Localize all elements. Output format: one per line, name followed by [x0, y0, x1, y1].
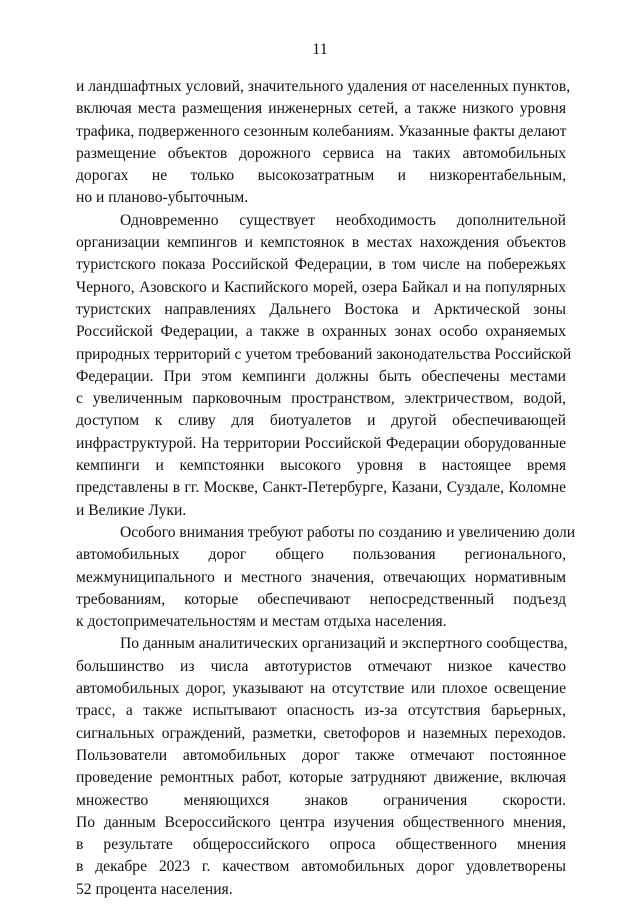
text-line: Российской Федерации, а также в охранных зонах особо охраняемых [76, 323, 566, 341]
paragraph [76, 210, 572, 522]
text-line: Особого внимания требуют работы по созданию и увеличению доли [120, 523, 576, 541]
text-line: кемпинги и кемпстоянки высокого уровня в настоящее время [76, 457, 566, 475]
text-line: размещение объектов дорожного сервиса на таких автомобильных [76, 144, 566, 162]
text-line: туристского показа Российской Федерации, в том числе на побережьях [76, 256, 566, 274]
text-line: автомобильных дорог, указывают на отсутствие или плохое освещение [76, 680, 566, 698]
text-line: и Великие Луки. [76, 501, 187, 519]
text-line: Одновременно существует необходимость дополнительной [120, 211, 566, 229]
text-line: в декабре 2023 г. качеством автомобильных дорог удовлетворены [76, 858, 566, 876]
page-number: 11 [312, 41, 328, 58]
text-line: сигнальных ограждений, разметки, светофоров и наземных переходов. [76, 724, 566, 742]
text-line: Федерации. При этом кемпинги должны быть обеспечены местами [76, 367, 566, 385]
text-line: организации кемпингов и кемпстоянок в местах нахождения объектов [76, 234, 566, 252]
text-line: проведение ремонтных работ, которые затрудняют движение, включая [76, 769, 566, 787]
text-line: и ландшафтных условий, значительного удаления от населенных пунктов, [76, 78, 571, 95]
text-line: в результате общероссийского опроса общественного мнения [76, 836, 566, 854]
text-line: с увеличенным парковочным пространством, электричеством, водой, [76, 390, 566, 408]
text-line: инфраструктурой. На территории Российской Федерации оборудованные [76, 434, 566, 452]
text-line: По данным аналитических организаций и экспертного сообщества, [120, 635, 568, 653]
text-line: включая места размещения инженерных сетей, а также низкого уровня [76, 100, 566, 118]
text-line: дорогах не только высокозатратным и низкорентабельным, [76, 167, 566, 185]
text-line: множество меняющихся знаков ограничения скорости. [76, 791, 566, 809]
text-line: туристских направлениях Дальнего Востока и Арктической зоны [76, 300, 566, 318]
text-line: межмуниципального и местного значения, отвечающих нормативным [76, 568, 566, 586]
text-line: автомобильных дорог общего пользования регионального, [76, 546, 566, 564]
text-line: большинство из числа автотуристов отмечают низкое качество [76, 657, 566, 675]
text-line: Черного, Азовского и Каспийского морей, озера Байкал и на популярных [76, 278, 566, 296]
paragraph [76, 522, 576, 633]
text-line: 52 процента населения. [76, 880, 233, 898]
text-line: но и планово-убыточным. [76, 189, 249, 207]
text-line: Пользователи автомобильных дорог также отмечают постоянное [76, 746, 566, 764]
paragraph [76, 633, 566, 901]
text-line: требованиям, которые обеспечивают непосредственный подъезд [76, 590, 566, 608]
text-line: трасс, а также испытывают опасность из-за отсутствия барьерных, [76, 702, 566, 720]
text-line: представлены в гг. Москве, Санкт-Петербурге, Казани, Суздале, Коломне [76, 479, 566, 497]
text-line: По данным Всероссийского центра изучения общественного мнения, [76, 813, 566, 831]
document-body [76, 76, 576, 901]
text-line: трафика, подверженного сезонным колебаниям. Указанные факты делают [76, 122, 567, 140]
text-line: природных территорий с учетом требований законодательства Российской [76, 345, 572, 363]
paragraph [76, 76, 571, 210]
text-line: к достопримечательностям и местам отдыха населения. [76, 613, 447, 631]
text-line: доступом к сливу для биотуалетов и другой обеспечивающей [76, 412, 566, 430]
